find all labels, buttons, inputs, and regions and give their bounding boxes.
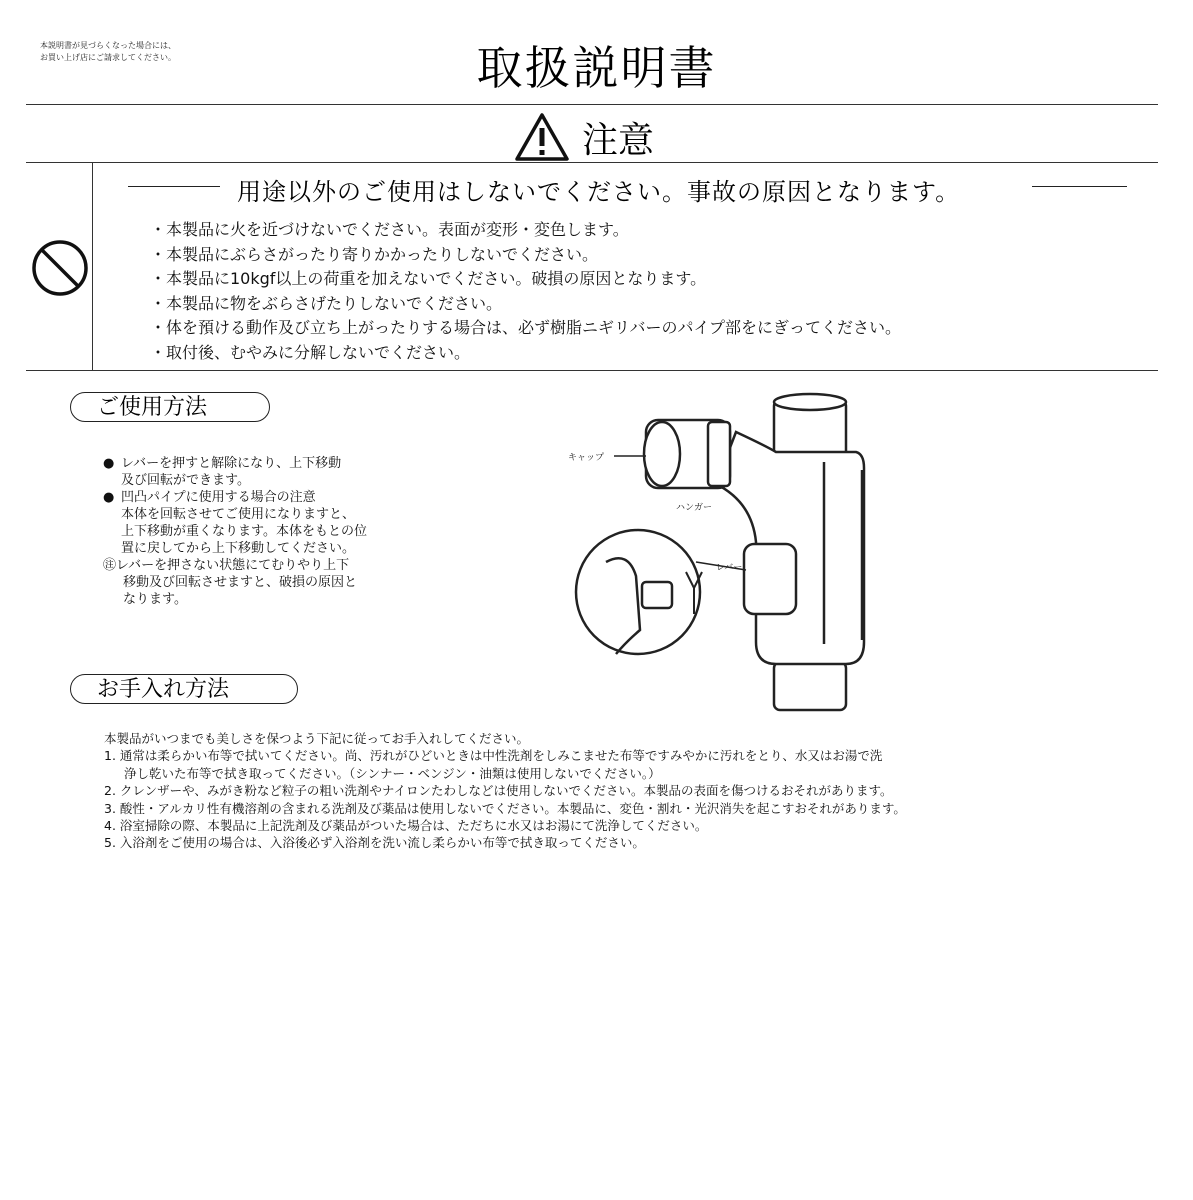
usage-text: 及び回転ができます。: [121, 473, 250, 488]
usage-text: 本体を回転させてご使用になりますと、: [121, 507, 356, 522]
caution-headline: 用途以外のご使用はしないでください。事故の原因となります。: [237, 178, 961, 206]
care-heading: お手入れ方法: [70, 674, 298, 704]
warning-triangle-icon: [514, 112, 570, 162]
rule-caution-divider: [92, 162, 93, 370]
care-item-5: 5. 入浴剤をご使用の場合は、入浴後必ず入浴剤を洗い流し柔らかい布等で拭き取ってください。: [104, 835, 645, 851]
care-intro: 本製品がいつまでも美しさを保つよう下記に従ってお手入れしてください。: [104, 731, 530, 746]
caution-item: ・本製品に火を近づけないでください。表面が変形・変色します。: [150, 220, 629, 239]
caution-item: ・取付後、むやみに分解しないでください。: [150, 342, 471, 362]
care-item-1-cont: 浄し乾いた布等で拭き取ってください。（シンナー・ベンジン・油類は使用しないでください。）: [124, 765, 661, 781]
care-instructions: [104, 730, 1124, 852]
usage-text: レバーを押すと解除になり、上下移動: [121, 456, 342, 471]
care-item-2: 2. クレンザーや、みがき粉など粒子の粗い洗剤やナイロンたわしなどは使用しないでください。本製品の表面を傷つけるおそれがあります。: [104, 783, 893, 799]
headline-dash-right: [1032, 186, 1127, 187]
care-item-4: 4. 浴室掃除の際、本製品に上記洗剤及び薬品がついた場合は、ただちに水又はお湯にて洗浄してください。: [104, 818, 708, 834]
usage-text: 凹凸パイプに使用する場合の注意: [121, 490, 316, 505]
caution-item: ・本製品に10kgf以上の荷重を加えないでください。破損の原因となります。: [150, 269, 707, 288]
usage-text: ㊟レバーを押さない状態にてむりやり上下: [103, 558, 350, 573]
usage-bullet-2: [103, 489, 433, 557]
caution-item: ・体を預ける動作及び立ち上がったりする場合は、必ず樹脂ニギリバーのパイプ部をにぎってください。: [150, 318, 902, 337]
product-diagram: [566, 392, 896, 722]
usage-text: なります。: [123, 592, 187, 607]
usage-note: [103, 557, 433, 608]
usage-text: 移動及び回転させますと、破損の原因と: [123, 575, 358, 590]
usage-text: 上下移動が重くなります。本体をもとの位: [121, 524, 367, 539]
prohibition-icon: [30, 238, 90, 298]
usage-bullet-1: [103, 455, 433, 489]
caution-item: ・本製品にぶらさがったり寄りかかったりしないでください。: [150, 244, 599, 264]
label-lever: レバー: [716, 563, 743, 573]
bullet-icon: ●: [103, 490, 115, 505]
rule-caution-box-bottom: [26, 370, 1158, 371]
caution-header: [0, 106, 1193, 162]
small-note-line1: 本説明書が見づらくなった場合には、: [40, 41, 176, 50]
label-cap: キャップ: [568, 453, 605, 463]
rule-top: [26, 104, 1158, 105]
headline-dash-left: [128, 186, 220, 187]
care-item-1: 1. 通常は柔らかい布等で拭いてください。尚、汚れがひどいときは中性洗剤をしみこませた布等ですみやかに汚れをとり、水又はお湯で洗: [104, 748, 883, 764]
caution-title: 注意: [582, 120, 655, 161]
caution-item: ・本製品に物をぶらさげたりしないでください。: [150, 293, 503, 313]
grab-bar-illustration: [566, 392, 896, 722]
usage-heading: ご使用方法: [70, 392, 270, 422]
caution-list: [150, 218, 901, 365]
label-hanger: ハンガー: [676, 503, 713, 513]
care-item-3: 3. 酸性・アルカリ性有機溶剤の含まれる洗剤及び薬品は使用しないでください。本製品に、変色・割れ・光沢消失を起こすおそれがあります。: [104, 800, 906, 816]
document-title: 取扱説明書: [476, 41, 717, 95]
usage-text: 置に戻してから上下移動してください。: [121, 541, 356, 556]
small-note-line2: お買い上げ店にご請求してください。: [40, 53, 176, 62]
bullet-icon: ●: [103, 456, 115, 471]
usage-instructions: [103, 455, 433, 608]
